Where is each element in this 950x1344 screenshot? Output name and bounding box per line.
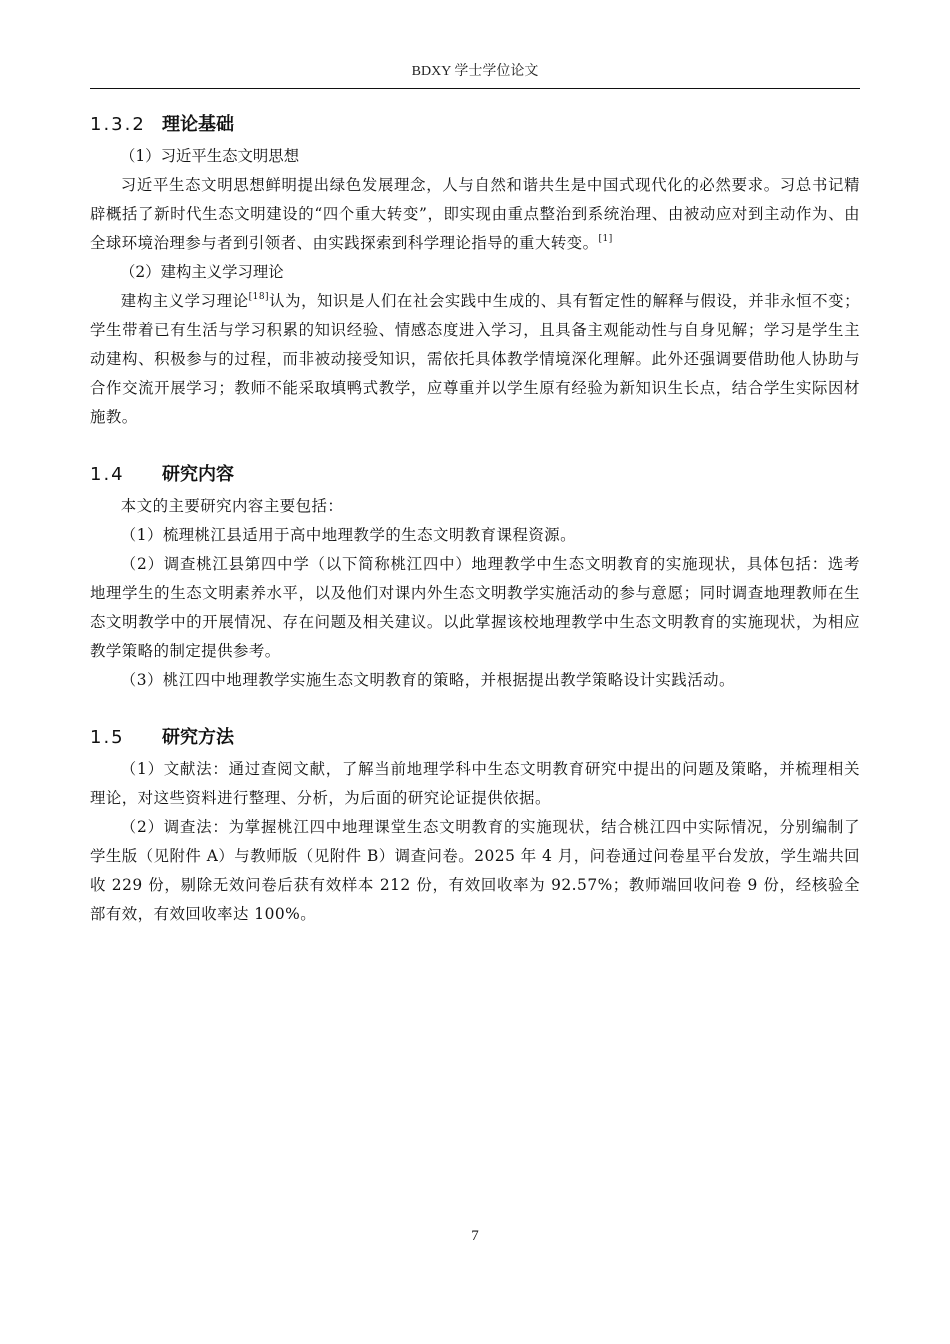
research-content-item-1: （1）梳理桃江县适用于高中地理教学的生态文明教育课程资源。 bbox=[120, 526, 577, 544]
page-body bbox=[90, 108, 860, 929]
section-number: 1.3.2 bbox=[90, 114, 146, 135]
running-header: BDXY 学士学位论文 bbox=[411, 64, 539, 79]
section-number: 1.5 bbox=[90, 727, 125, 748]
research-content-intro: 本文的主要研究内容主要包括： bbox=[120, 497, 344, 515]
citation-ref: [1] bbox=[598, 234, 613, 244]
section-heading-1-5 bbox=[90, 721, 860, 755]
paragraph-constructivism bbox=[90, 287, 860, 432]
section-title: 研究内容 bbox=[162, 464, 234, 485]
paragraph-text: 习近平生态文明思想鲜明提出绿色发展理念，人与自然和谐共生是中国式现代化的必然要求。习总书记精辟概括了新时代生态文明建设的“四个重大转变”，即实现由重点整治到系统治理、由被动应对到主动作为、由全球环境治理参与者到引领者、由实践探索到科学理论指导的重大转变。 bbox=[90, 176, 860, 252]
research-content-item-2: （2）调查桃江县第四中学（以下简称桃江四中）地理教学中生态文明教育的实施现状，具体包括：选考地理学生的生态文明素养水平，以及他们对课内外生态文明教学实施活动的参与意愿；同时调查地理教师在生态文明教学中的开展情况、存在问题及相关建议。以此掌握该校地理教学中生态文明教育的实施现状，为相应教学策略的制定提供参考。 bbox=[90, 555, 860, 660]
citation-ref: [18] bbox=[248, 292, 270, 302]
section-number: 1.4 bbox=[90, 464, 125, 485]
section-title: 研究方法 bbox=[162, 727, 234, 748]
research-method-literature: （1）文献法：通过查阅文献，了解当前地理学科中生态文明教育研究中提出的问题及策略，并梳理相关理论，对这些资料进行整理、分析，为后面的研究论证提供依据。 bbox=[90, 760, 860, 807]
subsection-label-constructivism: （2）建构主义学习理论 bbox=[120, 263, 284, 281]
section-heading-1-3-2 bbox=[90, 108, 860, 142]
paragraph-xi-thought bbox=[90, 171, 860, 258]
research-method-survey: （2）调查法：为掌握桃江四中地理课堂生态文明教育的实施现状，结合桃江四中实际情况，分别编制了学生版（见附件 A）与教师版（见附件 B）调查问卷。2025 年 4 月，问卷通过问卷星平台发放，学生端共回收 229 份，剔除无效问卷后获有效样本 212 份，有效回收率为 92.57%；教师端回收问卷 9 份，经核验全部有效，有效回收率达 100%。 bbox=[90, 818, 860, 923]
header-divider bbox=[90, 88, 860, 89]
section-title: 理论基础 bbox=[162, 114, 234, 135]
subsection-label-xi-thought: （1）习近平生态文明思想 bbox=[120, 147, 300, 165]
paragraph-text: 认为，知识是人们在社会实践中生成的、具有暂定性的解释与假设，并非永恒不变；学生带着已有生活与学习积累的知识经验、情感态度进入学习，且具备主观能动性与自身见解；学习是学生主动建构、积极参与的过程，而非被动接受知识，需依托具体教学情境深化理解。此外还强调要借助他人协助与合作交流开展学习；教师不能采取填鸭式教学，应尊重并以学生原有经验为新知识生长点，结合学生实际因材施教。 bbox=[90, 292, 860, 426]
paragraph-text: 建构主义学习理论 bbox=[120, 292, 249, 310]
section-heading-1-4 bbox=[90, 458, 860, 492]
research-content-item-3: （3）桃江四中地理教学实施生态文明教育的策略，并根据提出教学策略设计实践活动。 bbox=[120, 671, 735, 689]
page-number: 7 bbox=[471, 1228, 479, 1244]
